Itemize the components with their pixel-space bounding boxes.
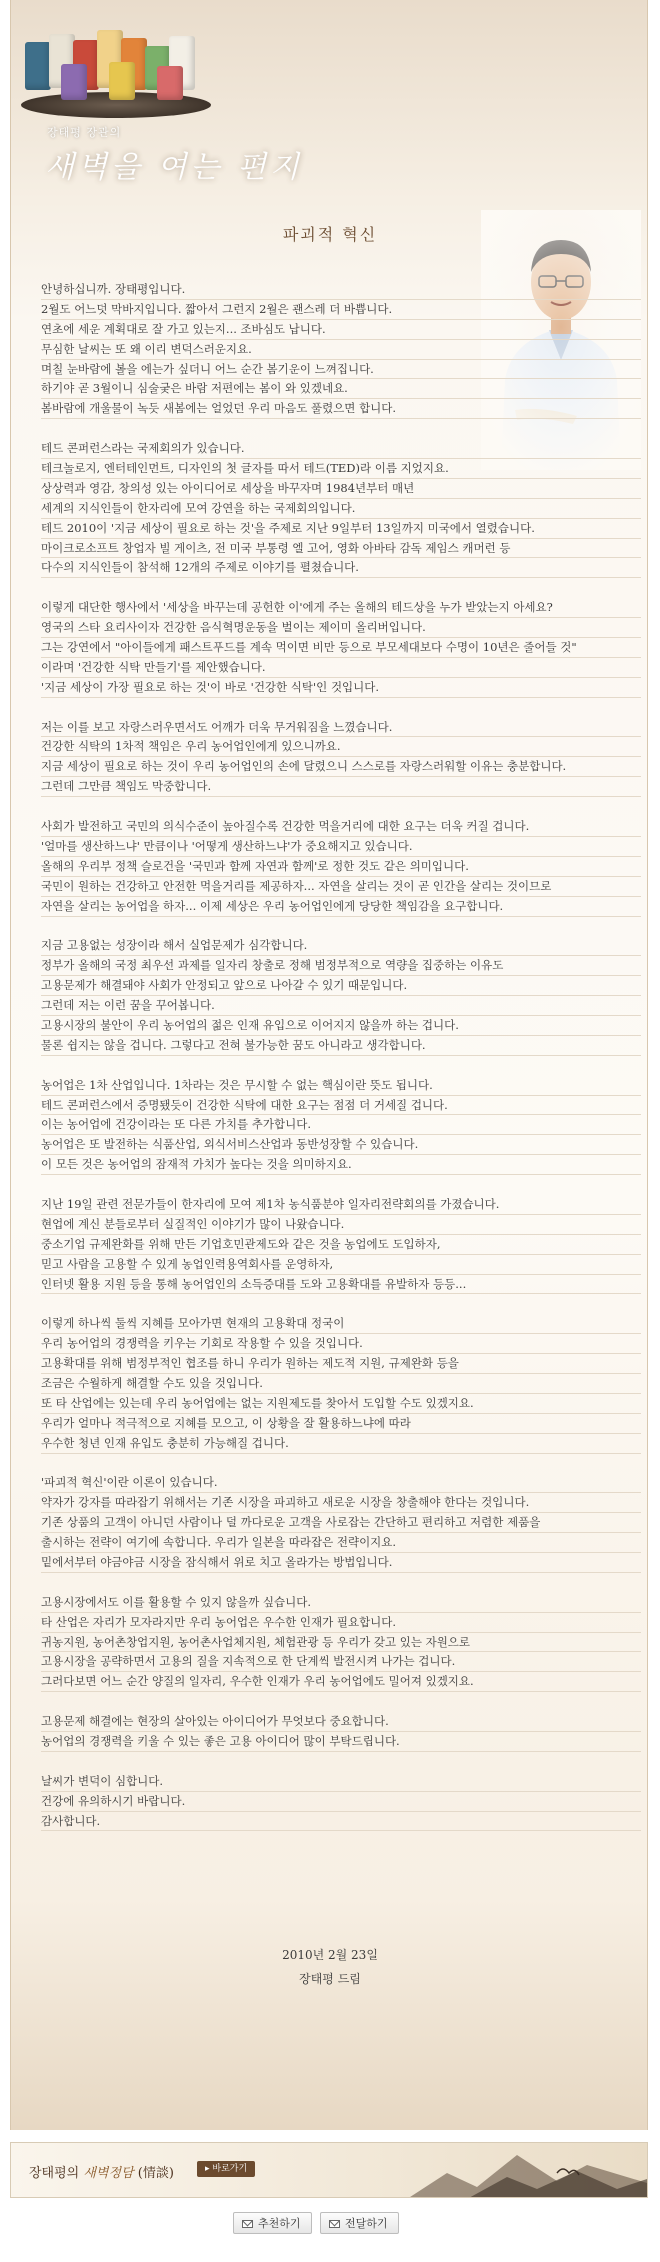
letter-line: 날씨가 변덕이 심합니다. [41,1772,641,1792]
letter-subtitle: 장태평 장관의 [47,126,122,139]
letter-line: 타 산업은 자리가 모자라지만 우리 농어업은 우수한 인재가 필요합니다. [41,1613,641,1633]
letter-line: 기존 상품의 고객이 아니던 사람이나 덜 까다로운 고객을 사로잡는 간단하고 편리하고 저렴한 제품을 [41,1513,641,1533]
letter-line: 이렇게 대단한 행사에서 '세상을 바꾸는데 공헌한 이'에게 주는 올해의 테드상을 누가 받았는지 아세요? [41,598,641,618]
paragraph-gap [41,1294,641,1314]
forward-label: 전달하기 [345,2217,388,2230]
letter-line: 지금 고용없는 성장이라 해서 실업문제가 심각합니다. [41,936,641,956]
letter-title: 파괴적 혁신 [282,225,378,244]
letter-line: '파괴적 혁신'이란 이론이 있습니다. [41,1473,641,1493]
banner-hanja: (情談) [137,2166,174,2181]
letter-line: 중소기업 규제완화를 위해 만든 기업호민관제도와 같은 것을 농업에도 도입하자, [41,1235,641,1255]
letter-line: 2월도 어느덧 막바지입니다. 짧아서 그런지 2월은 괜스레 더 바쁩니다. [41,300,641,320]
letter-line: 건강한 식탁의 1차적 책임은 우리 농어업인에게 있으니까요. [41,737,641,757]
letter-line: 사회가 발전하고 국민의 의식수준이 높아질수록 건강한 먹을거리에 대한 요구는 더욱 커질 겁니다. [41,817,641,837]
recommend-button[interactable] [233,2212,312,2234]
paragraph-gap [41,1056,641,1076]
letter-body [41,280,641,1831]
banner-title [29,2162,174,2181]
letter-line: 안녕하십니까. 장태평입니다. [41,280,641,300]
letter-line: 조금은 수월하게 해결할 수도 있을 것입니다. [41,1374,641,1394]
letter-line: 정부가 올해의 국정 최우선 과제를 일자리 창출로 정해 범정부적으로 역량을 집중하는 이유도 [41,956,641,976]
letter-line: 하기야 곧 3월이니 심술궂은 바람 저편에는 봄이 와 있겠네요. [41,379,641,399]
letter-line: 무심한 날씨는 또 왜 이리 변덕스러운지요. [41,340,641,360]
letter-line: 이 모든 것은 농어업의 잠재적 가치가 높다는 것을 의미하지요. [41,1155,641,1175]
letter-line: 귀농지원, 농어촌창업지원, 농어촌사업체지원, 체험관광 등 우리가 갖고 있는 자원으로 [41,1633,641,1653]
letter-line: 그러다보면 어느 순간 양질의 일자리, 우수한 인재가 우리 농어업에도 밀어져 있겠지요. [41,1672,641,1692]
letter-line: 지난 19일 관련 전문가들이 한자리에 모여 제1차 농식품분야 일자리전략회의를 가졌습니다. [41,1195,641,1215]
letter-line: 또 타 산업에는 있는데 우리 농어업에는 없는 지원제도를 찾아서 도입할 수도 있겠지요. [41,1394,641,1414]
letter-line: 다수의 지식인들이 참석해 12개의 주제로 이야기를 펼쳤습니다. [41,558,641,578]
letter-line: '지금 세상이 가장 필요로 하는 것'이 바로 '건강한 식탁'인 것입니다. [41,678,641,698]
paragraph-gap [41,1573,641,1593]
letter-line: 테드 콘퍼런스라는 국제회의가 있습니다. [41,439,641,459]
paragraph-gap [41,578,641,598]
letter-line: 감사합니다. [41,1812,641,1832]
letter-line: 출시하는 전략이 여기에 속합니다. 우리가 일본을 따라잡은 전략이지요. [41,1533,641,1553]
paragraph-gap [41,1454,641,1474]
letter-line: 인터넷 활용 지원 등을 통해 농어업인의 소득증대를 도와 고용확대를 유발하자 등등... [41,1275,641,1295]
dawn-talk-banner[interactable] [10,2142,648,2198]
paragraph-gap [41,698,641,718]
letter-line: 고용시장의 불안이 우리 농어업의 젊은 인재 유입으로 이어지지 않을까 하는 겁니다. [41,1016,641,1036]
paragraph-gap [41,1175,641,1195]
letter-line: 그는 강연에서 "아이들에게 패스트푸드를 계속 먹이면 비만 등으로 부모세대보다 수명이 10년은 줄어들 것" [41,638,641,658]
letter-line: 영국의 스타 요리사이자 건강한 음식혁명운동을 벌이는 제이미 올리버입니다. [41,618,641,638]
letter-line: 그런데 그만큼 책임도 막중합니다. [41,777,641,797]
recommend-label: 추천하기 [258,2217,301,2230]
letter-line: 밑에서부터 야금야금 시장을 잠식해서 위로 치고 올라가는 방법입니다. [41,1553,641,1573]
letter-line: 저는 이를 보고 자랑스러우면서도 어깨가 더욱 무거워짐을 느꼈습니다. [41,718,641,738]
letter-line: 믿고 사람을 고용할 수 있게 농업인력용역회사를 운영하자, [41,1255,641,1275]
letter-line: 국민이 원하는 건강하고 안전한 먹을거리를 제공하자... 자연을 살리는 것이 곧 인간을 살리는 것이므로 [41,877,641,897]
forward-button[interactable] [320,2212,399,2234]
letter-line: 마이크로소프트 창업자 빌 게이츠, 전 미국 부통령 엘 고어, 영화 아바타 감독 제임스 캐머런 등 [41,539,641,559]
letter-line: 고용문제가 해결돼야 사회가 안정되고 앞으로 나아갈 수 있기 때문입니다. [41,976,641,996]
banner-series: 새벽정담 [83,2166,134,2181]
letter-line: 봄바람에 개울물이 녹듯 새봄에는 얼었던 우리 마음도 풀렸으면 합니다. [41,399,641,419]
letter-header [11,0,647,200]
paragraph-gap [41,1692,641,1712]
letter-line: 우리 농어업의 경쟁력을 키우는 기회로 작용할 수 있을 것입니다. [41,1334,641,1354]
letter-line: 올해의 우리부 정책 슬로건을 '국민과 함께 자연과 함께'로 정한 것도 같은 의미입니다. [41,857,641,877]
letter-line: 농어업은 1차 산업입니다. 1차라는 것은 무시할 수 없는 핵심이란 뜻도 됩니다. [41,1076,641,1096]
mail-icon [329,2220,340,2228]
candles-image [21,12,221,112]
letter-signature: 장태평 드림 [299,1972,361,1986]
letter-line: 현업에 계신 분들로부터 실질적인 이야기가 많이 나왔습니다. [41,1215,641,1235]
letter-series-title: 새벽을 여는 편지 [45,150,303,185]
letter-line: 고용시장을 공략하면서 고용의 질을 지속적으로 한 단계씩 발전시켜 나가는 겁니다. [41,1652,641,1672]
letter-line: 고용확대를 위해 범정부적인 협조를 하니 우리가 원하는 제도적 지원, 규제완화 등을 [41,1354,641,1374]
letter-line: 농어업은 또 발전하는 식품산업, 외식서비스산업과 동반성장할 수 있습니다. [41,1135,641,1155]
letter-line: 이렇게 하나씩 둘씩 지혜를 모아가면 현재의 고용확대 정국이 [41,1314,641,1334]
paragraph-gap [41,797,641,817]
banner-name: 장태평의 [29,2166,80,2181]
letter-line: 농어업의 경쟁력을 키울 수 있는 좋은 고용 아이디어 많이 부탁드립니다. [41,1732,641,1752]
letter-line: 고용시장에서도 이를 활용할 수 있지 않을까 싶습니다. [41,1593,641,1613]
landscape-painting-image [407,2143,647,2198]
paragraph-gap [41,419,641,439]
letter-line: 테크놀로지, 엔터테인먼트, 디자인의 첫 글자를 따서 테드(TED)라 이름 지었지요. [41,459,641,479]
letter-line: 고용문제 해결에는 현장의 살아있는 아이디어가 무엇보다 중요합니다. [41,1712,641,1732]
letter-line: 연초에 세운 계획대로 잘 가고 있는지... 조바심도 납니다. [41,320,641,340]
letter-line: 며칠 눈바람에 볼을 에는가 싶더니 어느 순간 봄기운이 느껴집니다. [41,360,641,380]
letter-line: 상상력과 영감, 창의성 있는 아이디어로 세상을 바꾸자며 1984년부터 매년 [41,479,641,499]
letter-line: '얼마를 생산하느냐' 만큼이나 '어떻게 생산하느냐'가 중요해지고 있습니다. [41,837,641,857]
letter-panel [10,0,648,2130]
banner-go-button[interactable]: ▸ 바로가기 [197,2161,255,2177]
letter-date: 2010년 2월 23일 [282,1948,378,1962]
letter-line: 건강에 유의하시기 바랍니다. [41,1792,641,1812]
letter-line: 테드 2010이 '지금 세상이 필요로 하는 것'을 주제로 지난 9일부터 13일까지 미국에서 열렸습니다. [41,519,641,539]
paragraph-gap [41,917,641,937]
letter-line: 이라며 '건강한 식탁 만들기'를 제안했습니다. [41,658,641,678]
letter-line: 그런데 저는 이런 꿈을 꾸어봅니다. [41,996,641,1016]
letter-line: 우리가 얼마나 적극적으로 지혜를 모으고, 이 상황을 잘 활용하느냐에 따라 [41,1414,641,1434]
letter-line: 자연을 살리는 농어업을 하자... 이제 세상은 우리 농어업인에게 당당한 책임감을 요구합니다. [41,897,641,917]
banner-go-label: 바로가기 [212,2164,248,2174]
letter-line: 우수한 청년 인재 유입도 충분히 가능해질 겁니다. [41,1434,641,1454]
letter-line: 이는 농어업에 건강이라는 또 다른 가치를 추가합니다. [41,1115,641,1135]
letter-line: 테드 콘퍼런스에서 증명됐듯이 건강한 식탁에 대한 요구는 점점 더 거세질 겁니다. [41,1096,641,1116]
letter-line: 지금 세상이 필요로 하는 것이 우리 농어업인의 손에 달렸으니 스스로를 자랑스러워할 이유는 충분합니다. [41,757,641,777]
letter-line: 약자가 강자를 따라잡기 위해서는 기존 시장을 파괴하고 새로운 시장을 창출해야 한다는 것입니다. [41,1493,641,1513]
mail-icon [242,2220,253,2228]
paragraph-gap [41,1752,641,1772]
letter-line: 물론 쉽지는 않을 겁니다. 그렇다고 전혀 불가능한 꿈도 아니라고 생각합니다. [41,1036,641,1056]
letter-line: 세계의 지식인들이 한자리에 모여 강연을 하는 국제회의입니다. [41,499,641,519]
